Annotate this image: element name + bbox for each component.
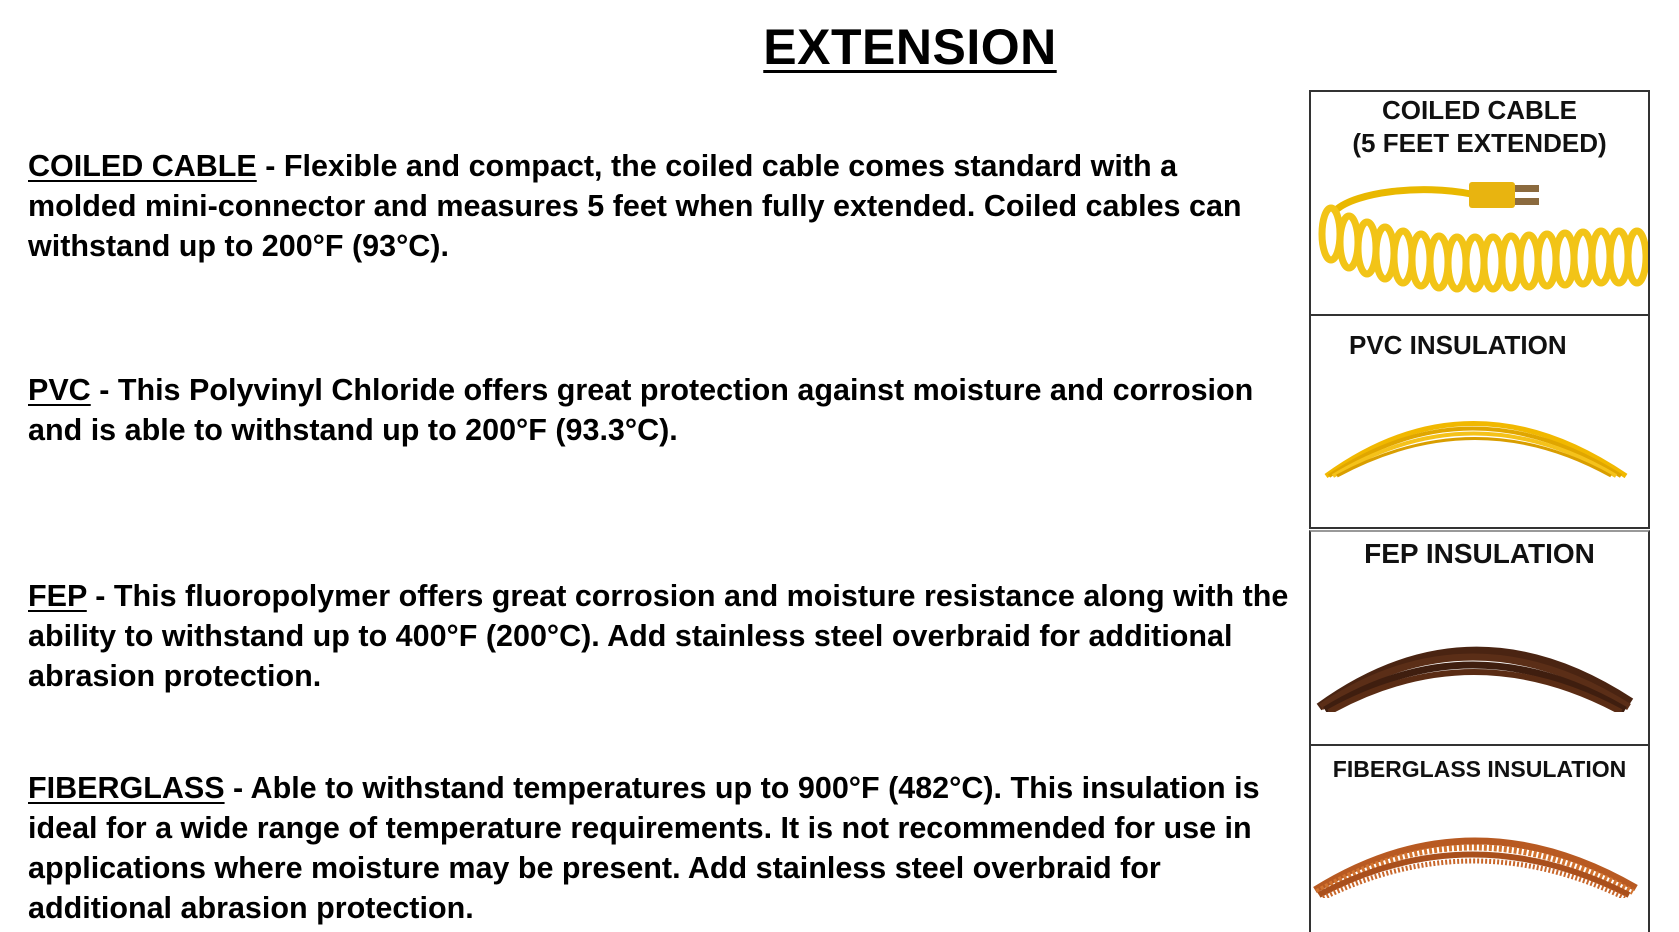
fep-cable-icon [1311,612,1648,712]
fep-label: FEP INSULATION [1364,538,1595,569]
fiberglass-term: FIBERGLASS [28,771,225,805]
coiled-cable-text: - Flexible and compact, the coiled cable comes standard with a molded mini-connector and measures 5 feet when fully extended. Coiled cables can withstand up to 200°F (93°C). [28,149,1242,263]
coiled-cable-term: COILED CABLE [28,149,257,183]
fep-panel [1309,530,1650,745]
coiled-cable-label [1311,94,1648,160]
fep-term: FEP [28,579,87,613]
pvc-panel [1309,314,1650,529]
fep-text: - This fluoropolymer offers great corrosion and moisture resistance along with the ability to withstand up to 400°F (200°C). Add stainless steel overbraid for additional abrasion protection. [28,579,1289,693]
coiled-cable-panel [1309,90,1650,316]
pvc-label: PVC INSULATION [1349,330,1567,360]
coiled-cable-icon [1311,162,1648,312]
coiled-cable-description [28,146,1293,266]
coiled-cable-label-line1: COILED CABLE [1382,95,1577,125]
coiled-cable-label-line2: (5 FEET EXTENDED) [1352,128,1607,158]
pvc-cable-icon [1311,376,1648,486]
pvc-text: - This Polyvinyl Chloride offers great protection against moisture and corrosion and is able to withstand up to 200°F (93.3°C). [28,373,1254,447]
pvc-description [28,370,1293,450]
fiberglass-text: - Able to withstand temperatures up to 900°F (482°C). This insulation is ideal for a wide range of temperature requirements. It is not recommended for use in applications where moisture may be present. Add stainless steel overbraid for additional abrasion protection. [28,771,1260,925]
fiberglass-panel [1309,744,1650,932]
fep-description [28,576,1293,696]
fiberglass-cable-icon [1311,808,1648,898]
fiberglass-description [28,768,1293,928]
pvc-term: PVC [28,373,91,407]
fiberglass-label: FIBERGLASS INSULATION [1332,756,1627,782]
page-title: EXTENSION [763,19,1057,75]
